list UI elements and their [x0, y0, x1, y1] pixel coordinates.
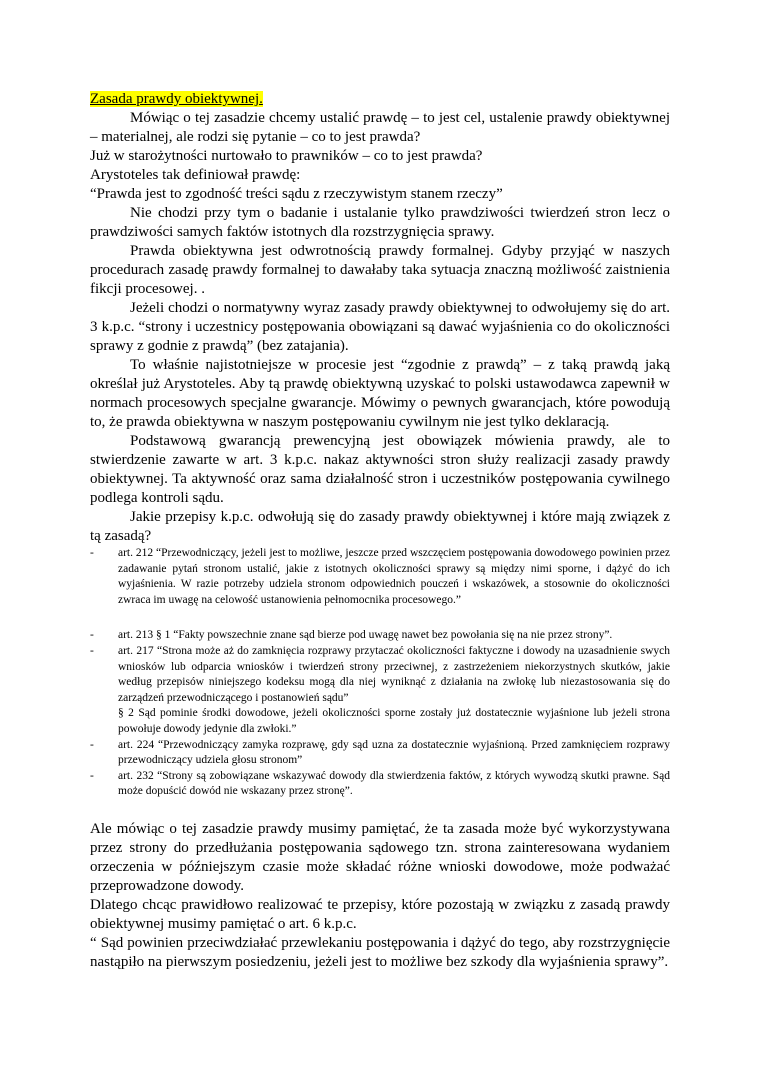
line-3: Arystoteles tak definiował prawdę: [90, 167, 301, 183]
article-232-item: - art. 232 “Strony są zobowiązane wskazywać dowody dla stwierdzenia faktów, z których wywodzą skutki prawne. Sąd może dopuścić dowód nie wskazany przez stronę”. [90, 769, 670, 798]
article-212-item: - art. 212 “Przewodniczący, jeżeli jest to możliwe, jeszcze przed wszczęciem postępowania dowodowego powinien przez zadawanie pytań stronom ustalić, jakie z istotnych okoliczności sprawy są między nimi sporne, i dążyć do ich wyjaśnienia. W razie potrzeby udziela stronom odpowiednich pouczeń i wskazówek, a stosownie do okoliczności zwraca im uwagę na celowość ustanowienia pełnomocnika procesowego.” [90, 547, 670, 606]
list-dash: - [90, 644, 94, 657]
paragraph-1: Mówiąc o tej zasadzie chcemy ustalić prawdę – to jest cel, ustalenie prawdy obiektywnej – materialnej, ale rodzi się pytanie – co to jest prawda? [90, 110, 670, 145]
paragraph-7: Jakie przepisy k.p.c. odwołują się do zasady prawdy obiektywnej i które mają związek z tą zasadą? [90, 509, 670, 544]
list-dash: - [90, 769, 94, 782]
paragraph-10: “ Sąd powinien przeciwdziałać przewlekaniu postępowania i dążyć do tego, aby rozstrzygnięcie nastąpiło na pierwszym posiedzeniu, jeżeli jest to możliwe bez szkody dla wyjaśnienia sprawy”. [90, 934, 670, 970]
paragraph-9: Dlatego chcąc prawidłowo realizować te przepisy, które pozostają w związku z zasadą prawdy obiektywnej musimy pamiętać o art. 6 k.p.c. [90, 896, 670, 932]
list-dash: - [90, 738, 94, 751]
paragraph-6: Podstawową gwarancją prewencyjną jest obowiązek mówienia prawdy, ale to stwierdzenie zawarte w art. 3 k.p.c. nakaz aktywności stron służy realizacji zasady prawdy obiektywnej. Ta aktywność oraz sama działalność stron i uczestników postępowania cywilnego podlega kontroli sądu. [90, 433, 670, 506]
paragraph-3: Prawda obiektywna jest odwrotnością prawdy formalnej. Gdyby przyjąć w naszych procedurach zasadę prawdy formalnej to dawałaby taka sytuacja znaczną możliwość zaistnienia fikcji procesowej. . [90, 243, 670, 297]
document-title: Zasada prawdy obiektywnej. [90, 91, 263, 107]
paragraph-4: Jeżeli chodzi o normatywny wyraz zasady prawdy obiektywnej to odwołujemy się do art. 3 k.p.c. “strony i uczestnicy postępowania obowiązani są dawać wyjaśnienia co do okoliczności sprawy z godnie z prawdą” (bez zatajania). [90, 300, 670, 354]
paragraph-5: To właśnie najistotniejsze w procesie jest “zgodnie z prawdą” – z taką prawdą jaką określał już Arystoteles. Aby tą prawdę obiektywną uzyskać to polski ustawodawca zapewnił w normach procesowych specjalne gwarancje. Mówimy o pewnych gwarancjach, które powodują to, że prawda obiektywna w naszym postępowaniu cywilnym nie jest tylko deklaracją. [90, 357, 670, 430]
document-page [90, 90, 670, 972]
list-dash: - [90, 547, 94, 559]
line-2: Już w starożytności nurtowało to prawników – co to jest prawda? [90, 148, 483, 164]
article-217-paragraph-2: § 2 Sąd pominie środki dowodowe, jeżeli okoliczności sporne zostały już dostatecznie wyjaśnione lub jeżeli strona powołuje dowody jedynie dla zwłoki.” [118, 707, 670, 735]
paragraph-8: Ale mówiąc o tej zasadzie prawdy musimy pamiętać, że ta zasada może być wykorzystywana przez strony do przedłużania postępowania sądowego tzn. strona zainteresowana wydaniem orzeczenia w późniejszym czasie może składać różne wnioski dowodowe, może podważać przeprowadzone dowody. [90, 820, 670, 894]
article-213-item: - art. 213 § 1 “Fakty powszechnie znane sąd bierze pod uwagę nawet bez powołania się na nie przez strony”. [90, 628, 670, 644]
aristotle-quote: “Prawda jest to zgodność treści sądu z rzeczywistym stanem rzeczy” [90, 186, 503, 202]
article-224-item: - art. 224 “Przewodniczący zamyka rozprawę, gdy sąd uzna za dostatecznie wyjaśnioną. Przed zamknięciem rozprawy przewodniczący udziela głosu stronom” [90, 738, 670, 767]
paragraph-2: Nie chodzi przy tym o badanie i ustalanie tylko prawdziwości twierdzeń stron lecz o prawdziwości samych faktów istotnych dla rozstrzygnięcia sprawy. [90, 205, 670, 240]
list-dash: - [90, 629, 94, 642]
article-217-item: - art. 217 “Strona może aż do zamknięcia rozprawy przytaczać okoliczności faktyczne i dowody na uzasadnienie swych wniosków lub odparcia wniosków i twierdzeń strony przeciwnej, z zastrzeżeniem niekorzystnych skutków, jakie według przepisów niniejszego kodeksu mogą dla niej wyniknąć z działania na zwłokę lub niezastosowania się do zarządzeń przewodniczącego i postanowień sądu” [90, 644, 670, 704]
